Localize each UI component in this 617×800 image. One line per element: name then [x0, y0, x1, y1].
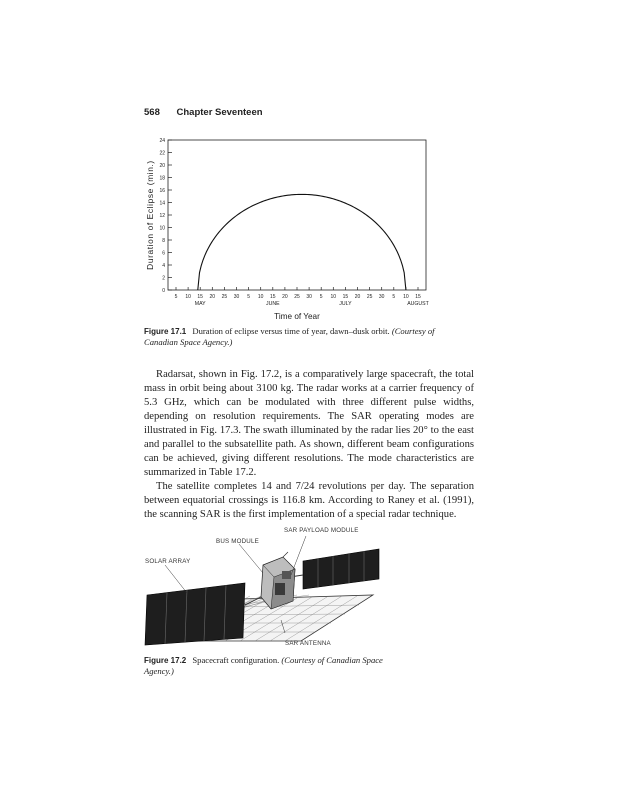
y-tick-label: 24 [159, 138, 165, 144]
sar-antenna-label: SAR ANTENNA [285, 640, 331, 647]
eclipse-duration-chart [142, 137, 442, 322]
caption-text: Duration of eclipse versus time of year, dawn–dusk orbit. [192, 326, 390, 336]
x-tick-label: 25 [221, 294, 228, 300]
figure-17-1-caption [144, 326, 466, 348]
x-tick-label: 20 [209, 294, 216, 300]
month-label: MAY [194, 301, 206, 307]
spacecraft-illustration [143, 523, 388, 651]
month-label: JUNE [266, 301, 280, 307]
x-tick-label: 5 [392, 294, 396, 300]
page-number: 568 [144, 107, 160, 118]
bus-module-drawing [261, 552, 295, 609]
x-tick-label: 30 [378, 294, 385, 300]
paragraph: Radarsat, shown in Fig. 17.2, is a comparatively large spacecraft, the total mass in orbit being about 3100 kg. The radar works at a carrier frequency of 5.3 GHz, which can be modulated with three different pulse widths, depending on resolution requirements. The SAR operating modes are illustrated in Fig. 17.3. The swath illuminated by the radar lies 20° to the east and parallel to the subsatellite path. As shown, different beam configurations can be achieved, giving different resolutions. The mode characteristics are summarized in Table 17.2. [144, 369, 474, 478]
x-tick-label: 5 [174, 294, 178, 300]
x-tick-label: 25 [366, 294, 373, 300]
figure-17-2-caption [144, 655, 404, 677]
caption-text: Spacecraft configuration. [192, 655, 280, 665]
y-tick-label: 12 [159, 213, 165, 219]
x-axis-label: Time of Year [274, 312, 320, 321]
body-text [144, 368, 474, 522]
y-tick-label: 10 [159, 225, 165, 232]
y-axis-label: Duration of Eclipse (min.) [145, 160, 155, 270]
x-tick-label: 25 [294, 294, 300, 300]
month-labels [195, 301, 430, 307]
x-tick-label: 10 [257, 294, 264, 300]
y-tick-label: 14 [159, 200, 165, 207]
figure-label: Figure 17.1 [144, 327, 187, 336]
solar-array-label: SOLAR ARRAY [145, 558, 191, 565]
y-tick-label: 2 [162, 275, 165, 282]
eclipse-curve [198, 194, 406, 290]
y-tick-label: 20 [159, 163, 165, 169]
y-tick-label: 6 [162, 250, 165, 257]
y-axis-ticks [159, 138, 172, 294]
y-tick-label: 18 [159, 175, 165, 182]
month-label: JULY [339, 301, 352, 307]
x-tick-label: 20 [282, 294, 288, 300]
y-tick-label: 4 [162, 263, 165, 269]
caption-credit: (Courtesy of Canadian Space Agency.) [144, 326, 435, 347]
x-tick-label: 20 [354, 294, 361, 300]
y-tick-label: 16 [159, 188, 165, 194]
x-tick-label: 15 [342, 294, 349, 300]
sar-payload-label: SAR PAYLOAD MODULE [284, 527, 359, 534]
x-tick-label: 15 [197, 294, 203, 300]
x-tick-label: 10 [403, 294, 409, 300]
caption-credit: (Courtesy of Canadian Space Agency.) [144, 655, 383, 676]
right-solar-array-drawing [290, 549, 379, 589]
y-tick-label: 22 [159, 150, 165, 157]
x-axis-ticks [175, 287, 421, 300]
x-tick-label: 15 [415, 294, 421, 300]
x-tick-label: 10 [330, 294, 337, 300]
x-tick-label: 30 [233, 294, 240, 300]
y-tick-label: 8 [162, 238, 165, 244]
y-tick-label: 0 [162, 288, 165, 294]
x-tick-label: 5 [319, 294, 323, 300]
x-tick-label: 30 [306, 294, 312, 300]
x-tick-label: 5 [247, 294, 250, 300]
month-label: AUGUST [407, 301, 429, 307]
x-tick-label: 10 [185, 294, 191, 300]
page-header [144, 107, 263, 118]
x-tick-label: 15 [270, 294, 276, 300]
chapter-title: Chapter Seventeen [176, 107, 263, 118]
plot-frame [168, 140, 426, 290]
bus-module-label: BUS MODULE [216, 538, 259, 545]
paragraph: The satellite completes 14 and 7/24 revolutions per day. The separation between equatorial crossings is 116.8 km. According to Raney et al. (1991), the scanning SAR is the first implementation of a special radar technique. [144, 481, 474, 520]
figure-label: Figure 17.2 [144, 656, 187, 665]
